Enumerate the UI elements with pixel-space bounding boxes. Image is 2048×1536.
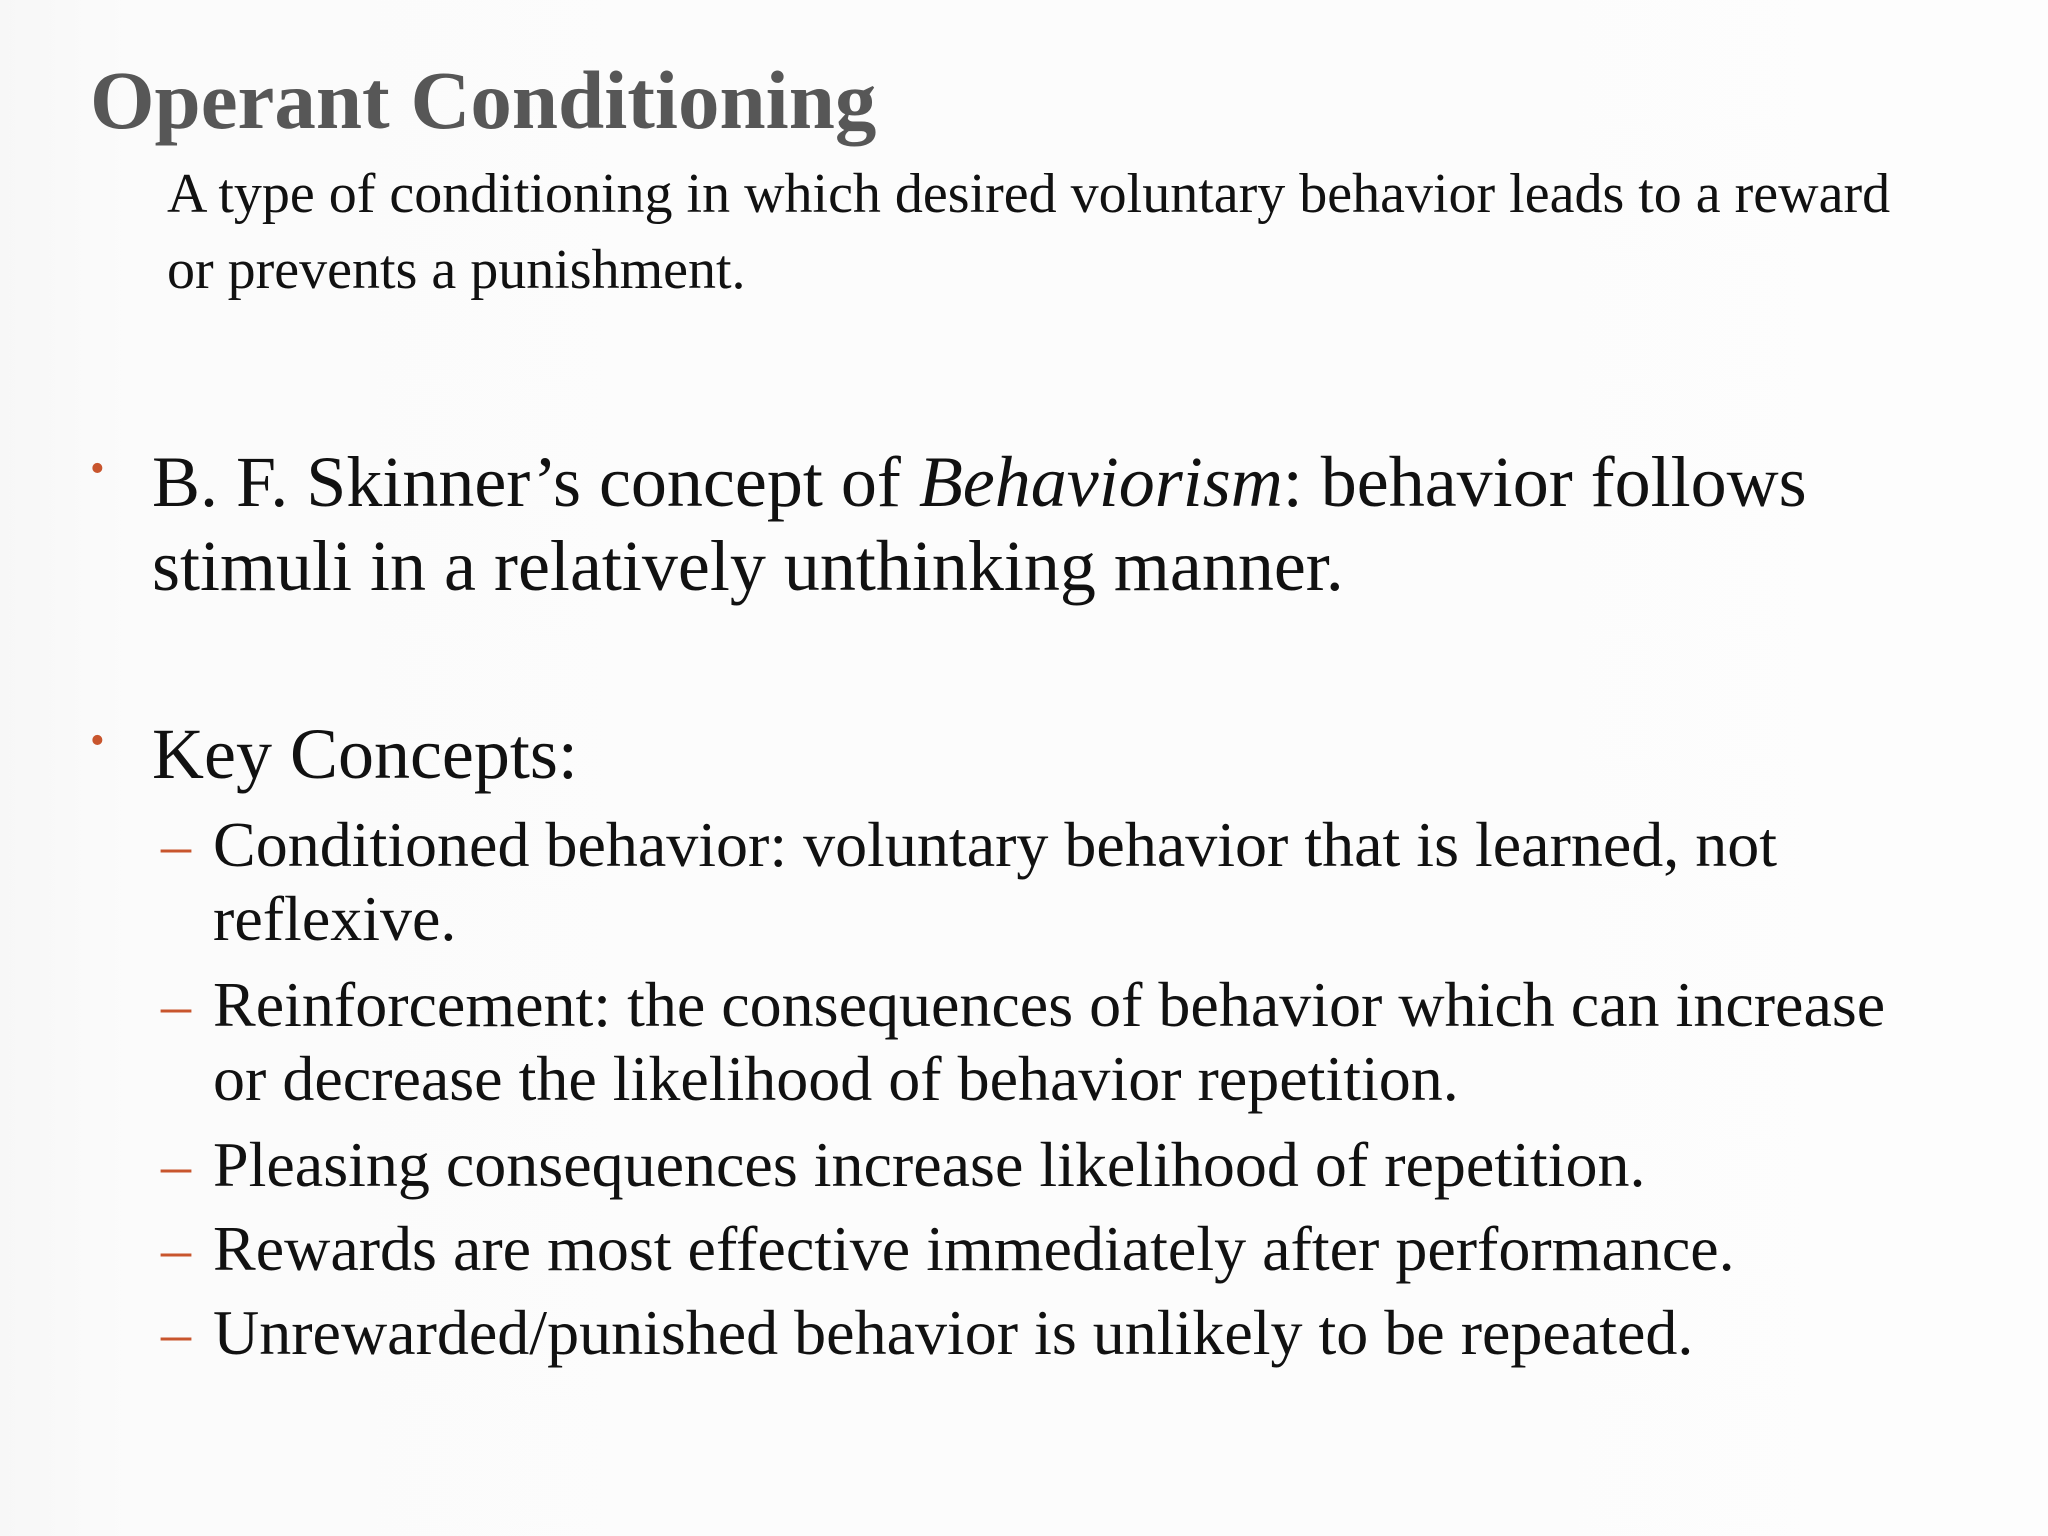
dash-marker: – <box>161 972 191 1038</box>
sub-bullet-text: Pleasing consequences increase likelihood of repetition. <box>213 1129 1646 1200</box>
bullet-item-behaviorism <box>90 440 1932 608</box>
bullet-text-emphasis: Behaviorism <box>918 442 1283 522</box>
definition-text: A type of conditioning in which desired voluntary behavior leads to a reward or prevents a punishment. <box>167 163 1891 301</box>
slide-title: Operant Conditioning <box>90 54 877 146</box>
sub-bullet-item <box>161 1212 1933 1286</box>
dash-marker: – <box>161 1216 191 1282</box>
bullet-marker: • <box>90 446 105 492</box>
sub-bullet-text: Rewards are most effective immediately after performance. <box>213 1213 1735 1284</box>
sub-bullet-item <box>161 1296 1933 1370</box>
bullet-text: Key Concepts: <box>152 714 578 794</box>
sub-bullet-item <box>161 808 1933 956</box>
bullet-marker: • <box>90 718 105 764</box>
bullet-text-suffix: : behavior follows stimuli in a relatively unthinking manner. <box>152 442 1807 606</box>
dash-marker: – <box>161 812 191 878</box>
sub-bullet-item <box>161 1128 1933 1202</box>
sub-bullet-text: Unrewarded/punished behavior is unlikely to be repeated. <box>213 1297 1694 1368</box>
sub-bullet-text: Conditioned behavior: voluntary behavior that is learned, not reflexive. <box>213 809 1778 954</box>
sub-bullet-text: Reinforcement: the consequences of behavior which can increase or decrease the likelihood of behavior repetition. <box>213 969 1886 1114</box>
bullet-text-prefix: B. F. Skinner’s concept of <box>152 442 919 522</box>
dash-marker: – <box>161 1300 191 1366</box>
sub-bullet-item <box>161 968 1933 1116</box>
bullet-item-key-concepts <box>90 712 1932 796</box>
dash-marker: – <box>161 1132 191 1198</box>
